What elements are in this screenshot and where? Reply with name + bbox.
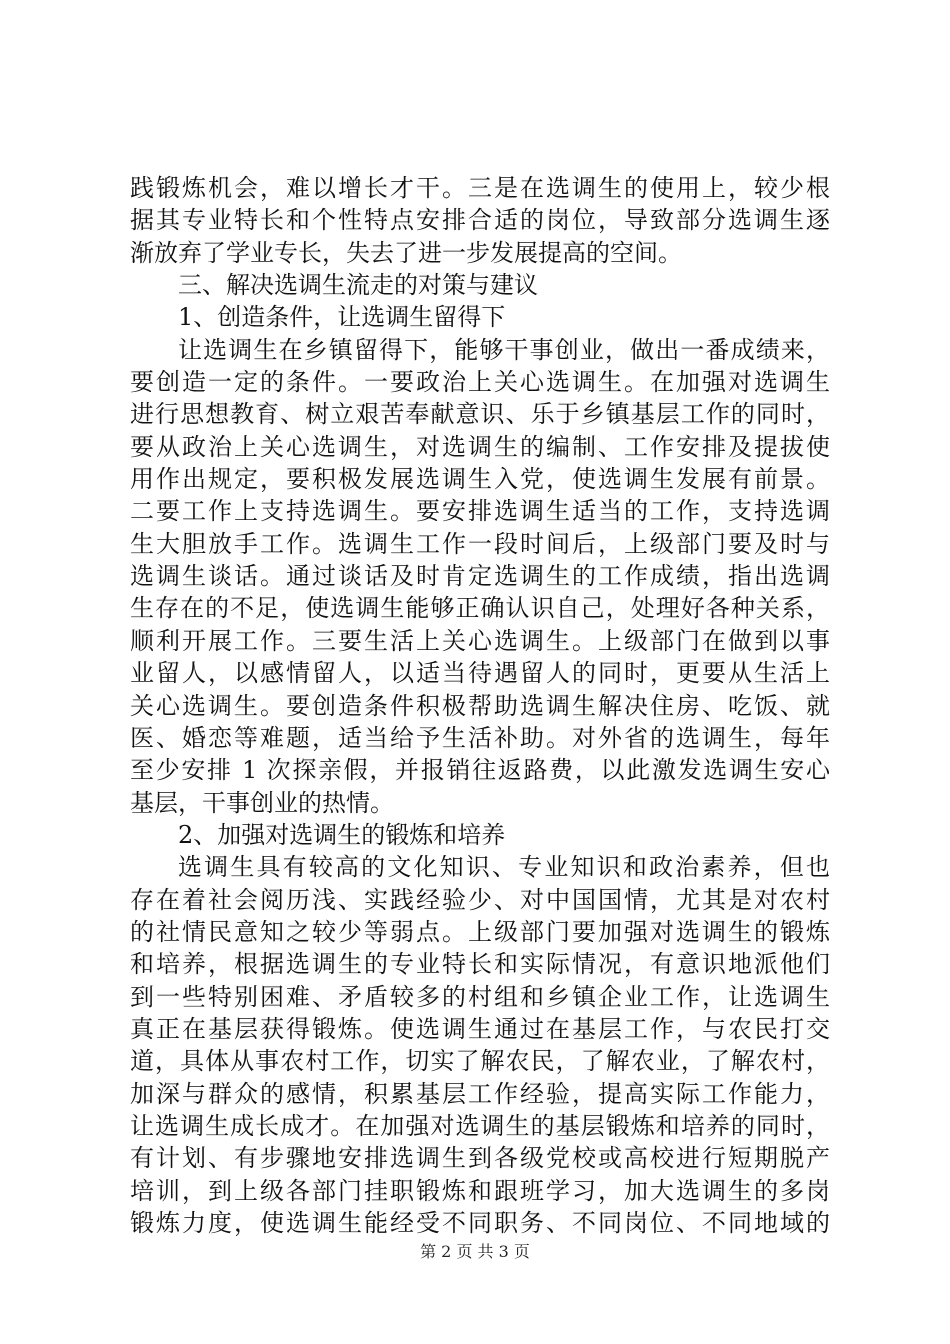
- text-line: 至少安排 1 次探亲假，并报销往返路费，以此激发选调生安心: [130, 756, 830, 785]
- page-number-footer: 第 2 页 共 3 页: [420, 1242, 530, 1261]
- page-body: [130, 172, 830, 1239]
- subsection-heading: 1、创造条件，让选调生留得下: [178, 303, 506, 332]
- text-line: 医、婚恋等难题，适当给予生活补助。对外省的选调生，每年: [130, 723, 830, 752]
- text-line: 渐放弃了学业专长，失去了进一步发展提高的空间。: [130, 238, 682, 267]
- text-line: 基层，干事创业的热情。: [130, 788, 394, 817]
- text-line: 关心选调生。要创造条件积极帮助选调生解决住房、吃饭、就: [130, 691, 830, 720]
- section-heading: 三、解决选调生流走的对策与建议: [178, 271, 538, 300]
- text-line: 真正在基层获得锻炼。使选调生通过在基层工作，与农民打交: [130, 1014, 830, 1043]
- text-line: 有计划、有步骤地安排选调生到各级党校或高校进行短期脱产: [130, 1144, 830, 1173]
- paragraph-first-line: 让选调生在乡镇留得下，能够干事创业，做出一番成绩来，: [178, 335, 830, 364]
- text-line: 选调生谈话。通过谈话及时肯定选调生的工作成绩，指出选调: [130, 562, 830, 591]
- text-line: 生存在的不足，使选调生能够正确认识自己，处理好各种关系，: [130, 594, 830, 623]
- text-line: 用作出规定，要积极发展选调生入党，使选调生发展有前景。: [130, 465, 830, 494]
- text-line: 让选调生成长成才。在加强对选调生的基层锻炼和培养的同时，: [130, 1111, 830, 1140]
- text-line: 进行思想教育、树立艰苦奉献意识、乐于乡镇基层工作的同时，: [130, 400, 830, 429]
- text-line: 锻炼力度，使选调生能经受不同职务、不同岗位、不同地域的: [130, 1209, 830, 1237]
- subsection-heading: 2、加强对选调生的锻炼和培养: [178, 820, 506, 849]
- text-line: 培训，到上级各部门挂职锻炼和跟班学习，加大选调生的多岗: [130, 1176, 830, 1205]
- text-line: 要创造一定的条件。一要政治上关心选调生。在加强对选调生: [130, 368, 830, 397]
- text-line: 存在着社会阅历浅、实践经验少、对中国国情，尤其是对农村: [130, 885, 830, 914]
- text-line: 加深与群众的感情，积累基层工作经验，提高实际工作能力，: [130, 1079, 830, 1108]
- text-line: 据其专业特长和个性特点安排合适的岗位，导致部分选调生逐: [130, 206, 830, 235]
- paragraph-first-line: 选调生具有较高的文化知识、专业知识和政治素养，但也: [178, 853, 830, 882]
- text-line: 的社情民意知之较少等弱点。上级部门要加强对选调生的锻炼: [130, 917, 830, 946]
- text-line: 到一些特别困难、矛盾较多的村组和乡镇企业工作，让选调生: [130, 982, 830, 1011]
- text-line: 二要工作上支持选调生。要安排选调生适当的工作，支持选调: [130, 497, 830, 526]
- text-line: 践锻炼机会，难以增长才干。三是在选调生的使用上，较少根: [130, 174, 830, 202]
- text-line: 业留人，以感情留人，以适当待遇留人的同时，更要从生活上: [130, 659, 830, 688]
- text-line: 要从政治上关心选调生，对选调生的编制、工作安排及提拔使: [130, 432, 830, 461]
- text-line: 和培养，根据选调生的专业特长和实际情况，有意识地派他们: [130, 950, 830, 979]
- text-line: 生大胆放手工作。选调生工作一段时间后，上级部门要及时与: [130, 529, 830, 558]
- text-line: 道，具体从事农村工作，切实了解农民，了解农业，了解农村，: [130, 1047, 830, 1076]
- text-line: 顺利开展工作。三要生活上关心选调生。上级部门在做到以事: [130, 626, 830, 655]
